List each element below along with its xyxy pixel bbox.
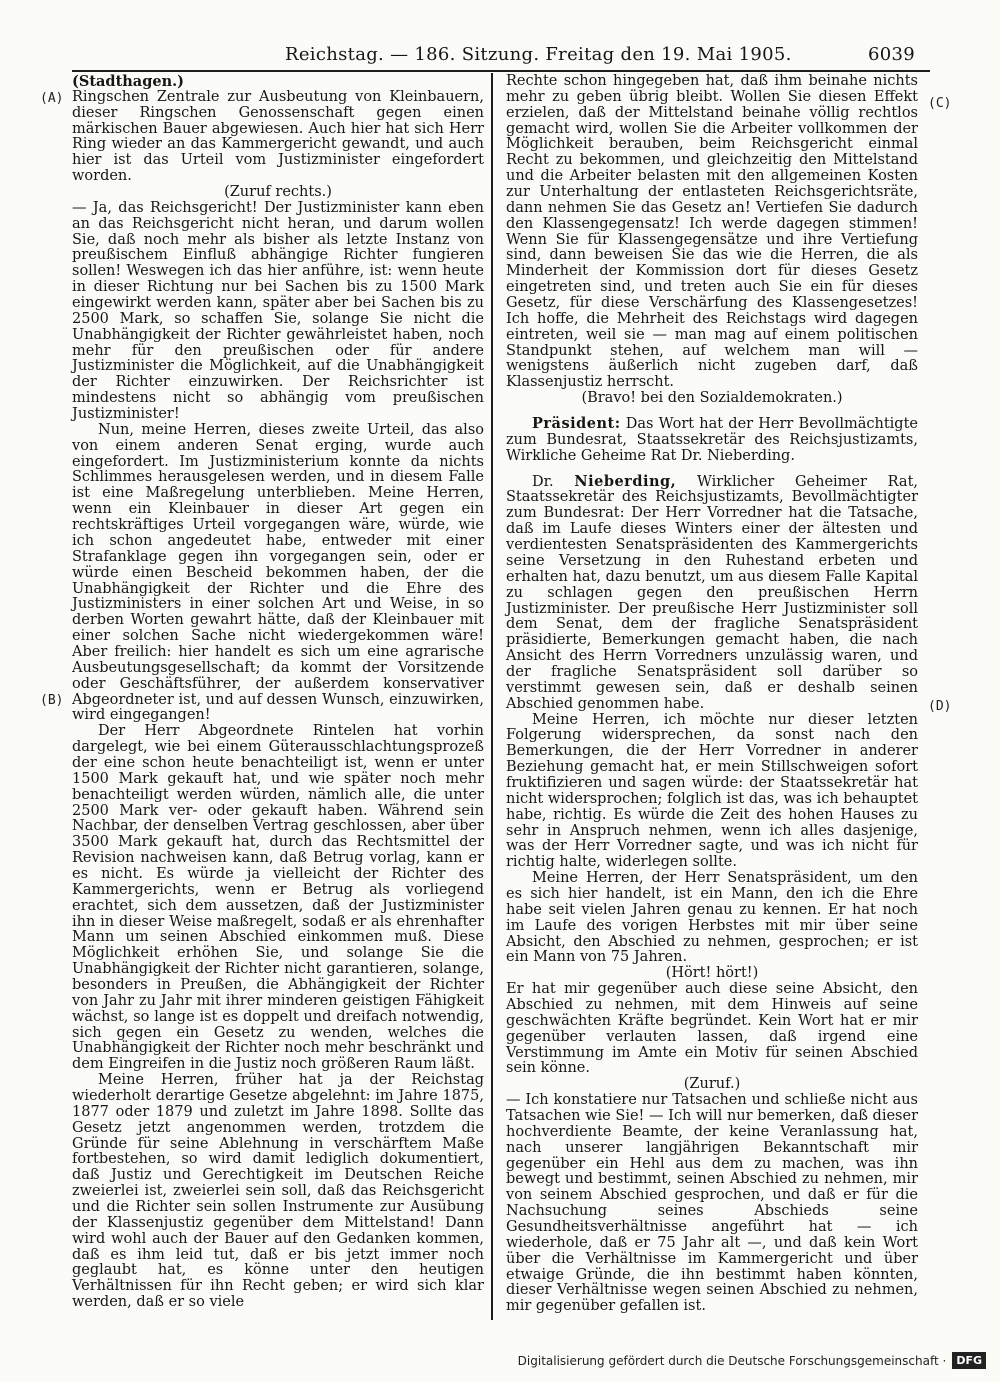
nieberding-paragraph	[506, 474, 918, 713]
right-paragraph: Er hat mir gegenüber auch diese seine Absicht, den Abschied zu nehmen, mit dem Hinweis auf seine geschwächten Kräfte begründet. Kein Wort hat er mir gegenüber verlauten lassen, daß irgend eine Verstimmung im Amte ein Motiv für seinen Abschied sein könne.	[506, 981, 918, 1077]
footer-text: Digitalisierung gefördert durch die Deutsche Forschungsgemeinschaft ·	[517, 1353, 947, 1368]
president-paragraph	[506, 416, 918, 465]
speaker-label: Präsident:	[532, 415, 621, 433]
speaker-title: Dr.	[532, 473, 554, 490]
left-paragraph: Nun, meine Herren, dieses zweite Urteil, das also von einem anderen Senat erging, wurde auch eingefordert. Im Justizministerium konnte da nichts Schlimmes herausgelesen werden, und in diesem Falle ist eine Maßregelung unterblieben. Meine Herren, wenn ein Kleinbauer in dieser Art gegen ein rechtskräftiges Urteil vorgegangen wäre, würde, wie ich schon angedeutet habe, entweder mit einer Strafanklage gegen ihn vorgegangen sein, oder er würde einen Bescheid bekommen haben, der die Unabhängigkeit der Richter und die Ehre des Justizministers in einer solchen Art und Weise, in so derben Worten gewahrt hätte, daß der Kleinbauer mit einer solchen Sache nicht wiedergekommen wäre! Aber freilich: hier handelt es sich um eine agrarische Ausbeutungsgesellschaft; da kommt der Vorsitzende oder Geschäftsführer, der außerdem konservativer Abgeordneter ist, und auf dessen Wunsch, einzuwirken, wird eingegangen!	[72, 421, 484, 724]
column-separator	[491, 73, 493, 1320]
interjection: (Hört! hört!)	[665, 965, 759, 982]
page-header	[285, 44, 915, 70]
margin-marker-c: (C)	[928, 96, 952, 111]
header-rule	[72, 70, 930, 72]
left-column	[72, 74, 484, 1311]
speaker-tag: (Stadthagen.)	[72, 73, 185, 90]
nieberding-text: Wirklicher Geheimer Rat, Staatssekretär des Reichsjustizamts, Bevollmächtigter zum Bundesrat: Der Herr Vorredner hat die Tatsache, daß im Laufe dieses Winters einer der ältesten und verdientesten Senatspräsidenten des Kammergerichts seine Versetzung in den Ruhestand erbeten und erhalten hat, dazu benutzt, um aus diesem Falle Kapital zu schlagen gegen den preußischen Herrn Justizminister. Der preußische Herr Justizminister soll dem Senat, dem der fragliche Senatspräsident präsidierte, Bemerkungen gemacht haben, die nach Ansicht des Herrn Vorredners unzulässig waren, und der fragliche Senatspräsident soll darüber so verstimmt gewesen sein, daß er deshalb seinen Abschied genommen habe.	[506, 473, 919, 712]
running-title: Reichstag. — 186. Sitzung. Freitag den 19. Mai 1905.	[285, 44, 792, 65]
dfg-logo: DFG	[952, 1352, 986, 1369]
interjection: (Bravo! bei den Sozialdemokraten.)	[581, 390, 843, 407]
left-paragraph: Der Herr Abgeordnete Rintelen hat vorhin dargelegt, wie bei einem Güterausschlachtungsprozeß der eine schon heute benachteiligt ist, wenn er unter 1500 Mark gekauft hat, und wie später noch mehr benachteiligt werden würden, nämlich alle, die unter 2500 Mark ver- oder gekauft haben. Während sein Nachbar, der denselben Vertrag geschlossen, aber über 3500 Mark gekauft hat, durch das Rechtsmittel der Revision nachweisen kann, daß Betrug vorlag, kann er es nicht. Es würde ja vielleicht der Richter des Kammergerichts, wenn er Betrug als vorliegend erachtet, sich dem aussetzen, daß der Justizminister ihn in dieser Weise maßregelt, sodaß er als ehrenhafter Mann um seinen Abschied einkommen muß. Diese Möglichkeit erhöhen Sie, und solange Sie die Unabhängigkeit der Richter nicht garantieren, solange, besonders in Preußen, die Abhängigkeit der Richter von Jahr zu Jahr mit ihrer minderen geistigen Fähigkeit wächst, so lange ist es doppelt und dreifach notwendig, sich gegen ein Gesetz zu wenden, welches die Unabhängigkeit der Richter noch mehr beschränkt und dem Eingreifen in die Justiz noch größeren Raum läßt.	[72, 723, 484, 1073]
footer	[518, 1352, 986, 1369]
right-paragraph: Meine Herren, ich möchte nur dieser letzten Folgerung widersprechen, da sonst nach den Bemerkungen, die der Herr Vorredner in anderer Beziehung gemacht hat, er mein Stillschweigen sofort fruktifizieren und sagen würde: der Staatssekretär hat nicht widersprochen; folglich ist das, was ich behauptet habe, richtig. Es würde die Zeit des hohen Hauses zu sehr in Anspruch nehmen, wenn ich alles dasjenige, was der Herr Vorredner sagte, und was ich nicht für richtig halte, widerlegen sollte.	[506, 711, 918, 871]
right-paragraph: Rechte schon hingegeben hat, daß ihm beinahe nichts mehr zu geben übrig bleibt. Wollen Sie diesen Effekt erzielen, daß der Mittelstand beinahe völlig rechtlos gemacht wird, wollen Sie die Arbeiter vollkommen der Möglichkeit berauben, beim Reichsgericht einmal Recht zu bekommen, und gleichzeitig den Mittelstand und die Arbeiter belasten mit den allgemeinen Kosten zur Unterhaltung der entlasteten Reichsgerichtsräte, dann nehmen Sie das Gesetz an! Vertiefen Sie dadurch den Klassengegensatz! Ich werde dagegen stimmen! Wenn Sie für Klassengegensätze und ihre Vertiefung sind, dann beweisen Sie das wie die Herren, die als Minderheit der Kommission dort für dieses Gesetz eingetreten sind, und treten auch Sie ein für dieses Gesetz, für diese Verschärfung des Klassengesetzes! Ich hoffe, die Mehrheit des Reichstags wird dagegen eintreten, weil sie — man mag auf einem politischen Standpunkt stehen, auf welchem man will — wenigstens äußerlich nicht zugeben darf, daß Klassenjustiz herrscht.	[506, 73, 918, 391]
interjection: (Zuruf rechts.)	[224, 184, 332, 201]
page-number: 6039	[867, 44, 915, 65]
left-paragraph: — Ja, das Reichsgericht! Der Justizminister kann eben an das Reichsgericht nicht heran, und darum wollen Sie, daß noch mehr als bisher als letzte Instanz von preußischem Einfluß abhängige Richter fungieren sollen! Weswegen ich das hier anführe, ist: wenn heute in dieser Richtung nur bei Sachen bis zu 1500 Mark eingewirkt werden kann, später aber bei Sachen bis zu 2500 Mark, so schaffen Sie, solange Sie nicht die Unabhängigkeit der Richter gewährleistet haben, noch mehr für den preußischen oder für andere Justizminister die Möglichkeit, auf die Unabhängigkeit der Richter einzuwirken. Der Reichsrichter ist mindestens nicht so abhängig vom preußischen Justizminister!	[72, 199, 484, 423]
margin-marker-a: (A)	[40, 91, 64, 106]
spacer	[506, 465, 918, 474]
left-paragraph: Ringschen Zentrale zur Ausbeutung von Kleinbauern, dieser Ringschen Genossenschaft gegen einen märkischen Bauer abgewiesen. Auch hier hat sich Herr Ring wieder an das Kammergericht gewandt, und auch hier ist das Urteil vom Justizminister eingefordert worden.	[72, 88, 484, 185]
right-column	[506, 74, 918, 1315]
right-paragraph: Meine Herren, der Herr Senatspräsident, um den es sich hier handelt, ist ein Mann, den ich die Ehre habe seit vielen Jahren genau zu kennen. Er hat noch im Laufe des vorigen Herbstes mit mir über seine Absicht, den Abschied zu nehmen, gesprochen; er ist ein Mann von 75 Jahren.	[506, 870, 918, 966]
interjection: (Zuruf.)	[683, 1076, 741, 1093]
president-text: Das Wort hat der Herr Bevollmächtigte zum Bundesrat, Staatssekretär des Reichsjustizamts, Wirkliche Geheime Rat Dr. Nieberding.	[506, 416, 918, 464]
margin-marker-b: (B)	[40, 693, 64, 708]
left-paragraph: Meine Herren, früher hat ja der Reichstag wiederholt derartige Gesetze abgelehnt: im Jahre 1875, 1877 oder 1879 und zuletzt im Jahre 1898. Sollte das Gesetz jetzt angenommen werden, trotzdem die Gründe für seine Ablehnung in verschärftem Maße fortbestehen, so wird damit lediglich dokumentiert, daß Justiz und Gerechtigkeit im Deutschen Reiche zweierlei ist, zweierlei sein soll, daß das Reichsgericht und die Richter sein sollen Instrumente zur Ausübung der Klassenjustiz gegenüber dem Mittelstand! Dann wird wohl auch der Bauer auf den Gedanken kommen, daß es ihm leid tut, daß er bis jetzt immer noch geglaubt hat, es könne unter den heutigen Verhältnissen für ihn Recht geben; er wird sich klar werden, daß er so viele	[72, 1072, 484, 1311]
margin-marker-d: (D)	[928, 699, 952, 714]
speaker-name: Nieberding,	[574, 472, 677, 490]
right-paragraph: — Ich konstatiere nur Tatsachen und schließe nicht aus Tatsachen wie Sie! — Ich will nur bemerken, daß dieser hochverdiente Beamte, der keine Veranlassung hat, nach unserer langjährigen Bekanntschaft mir gegenüber ein Hehl aus dem zu machen, was ihn bewegt und bestimmt, seinen Abschied zu nehmen, mir von seinem Abschied gesprochen, und daß er für die Nachsuchung seines Abschieds seine Gesundheitsverhältnisse angeführt hat — ich wiederhole, daß er 75 Jahr alt —, und daß kein Wort über die Verhältnisse im Kammergericht und über etwaige Gründe, die ihn bestimmt haben könnten, dieser Verhältnisse wegen seinen Abschied zu nehmen, mir gegenüber gefallen ist.	[506, 1092, 918, 1315]
